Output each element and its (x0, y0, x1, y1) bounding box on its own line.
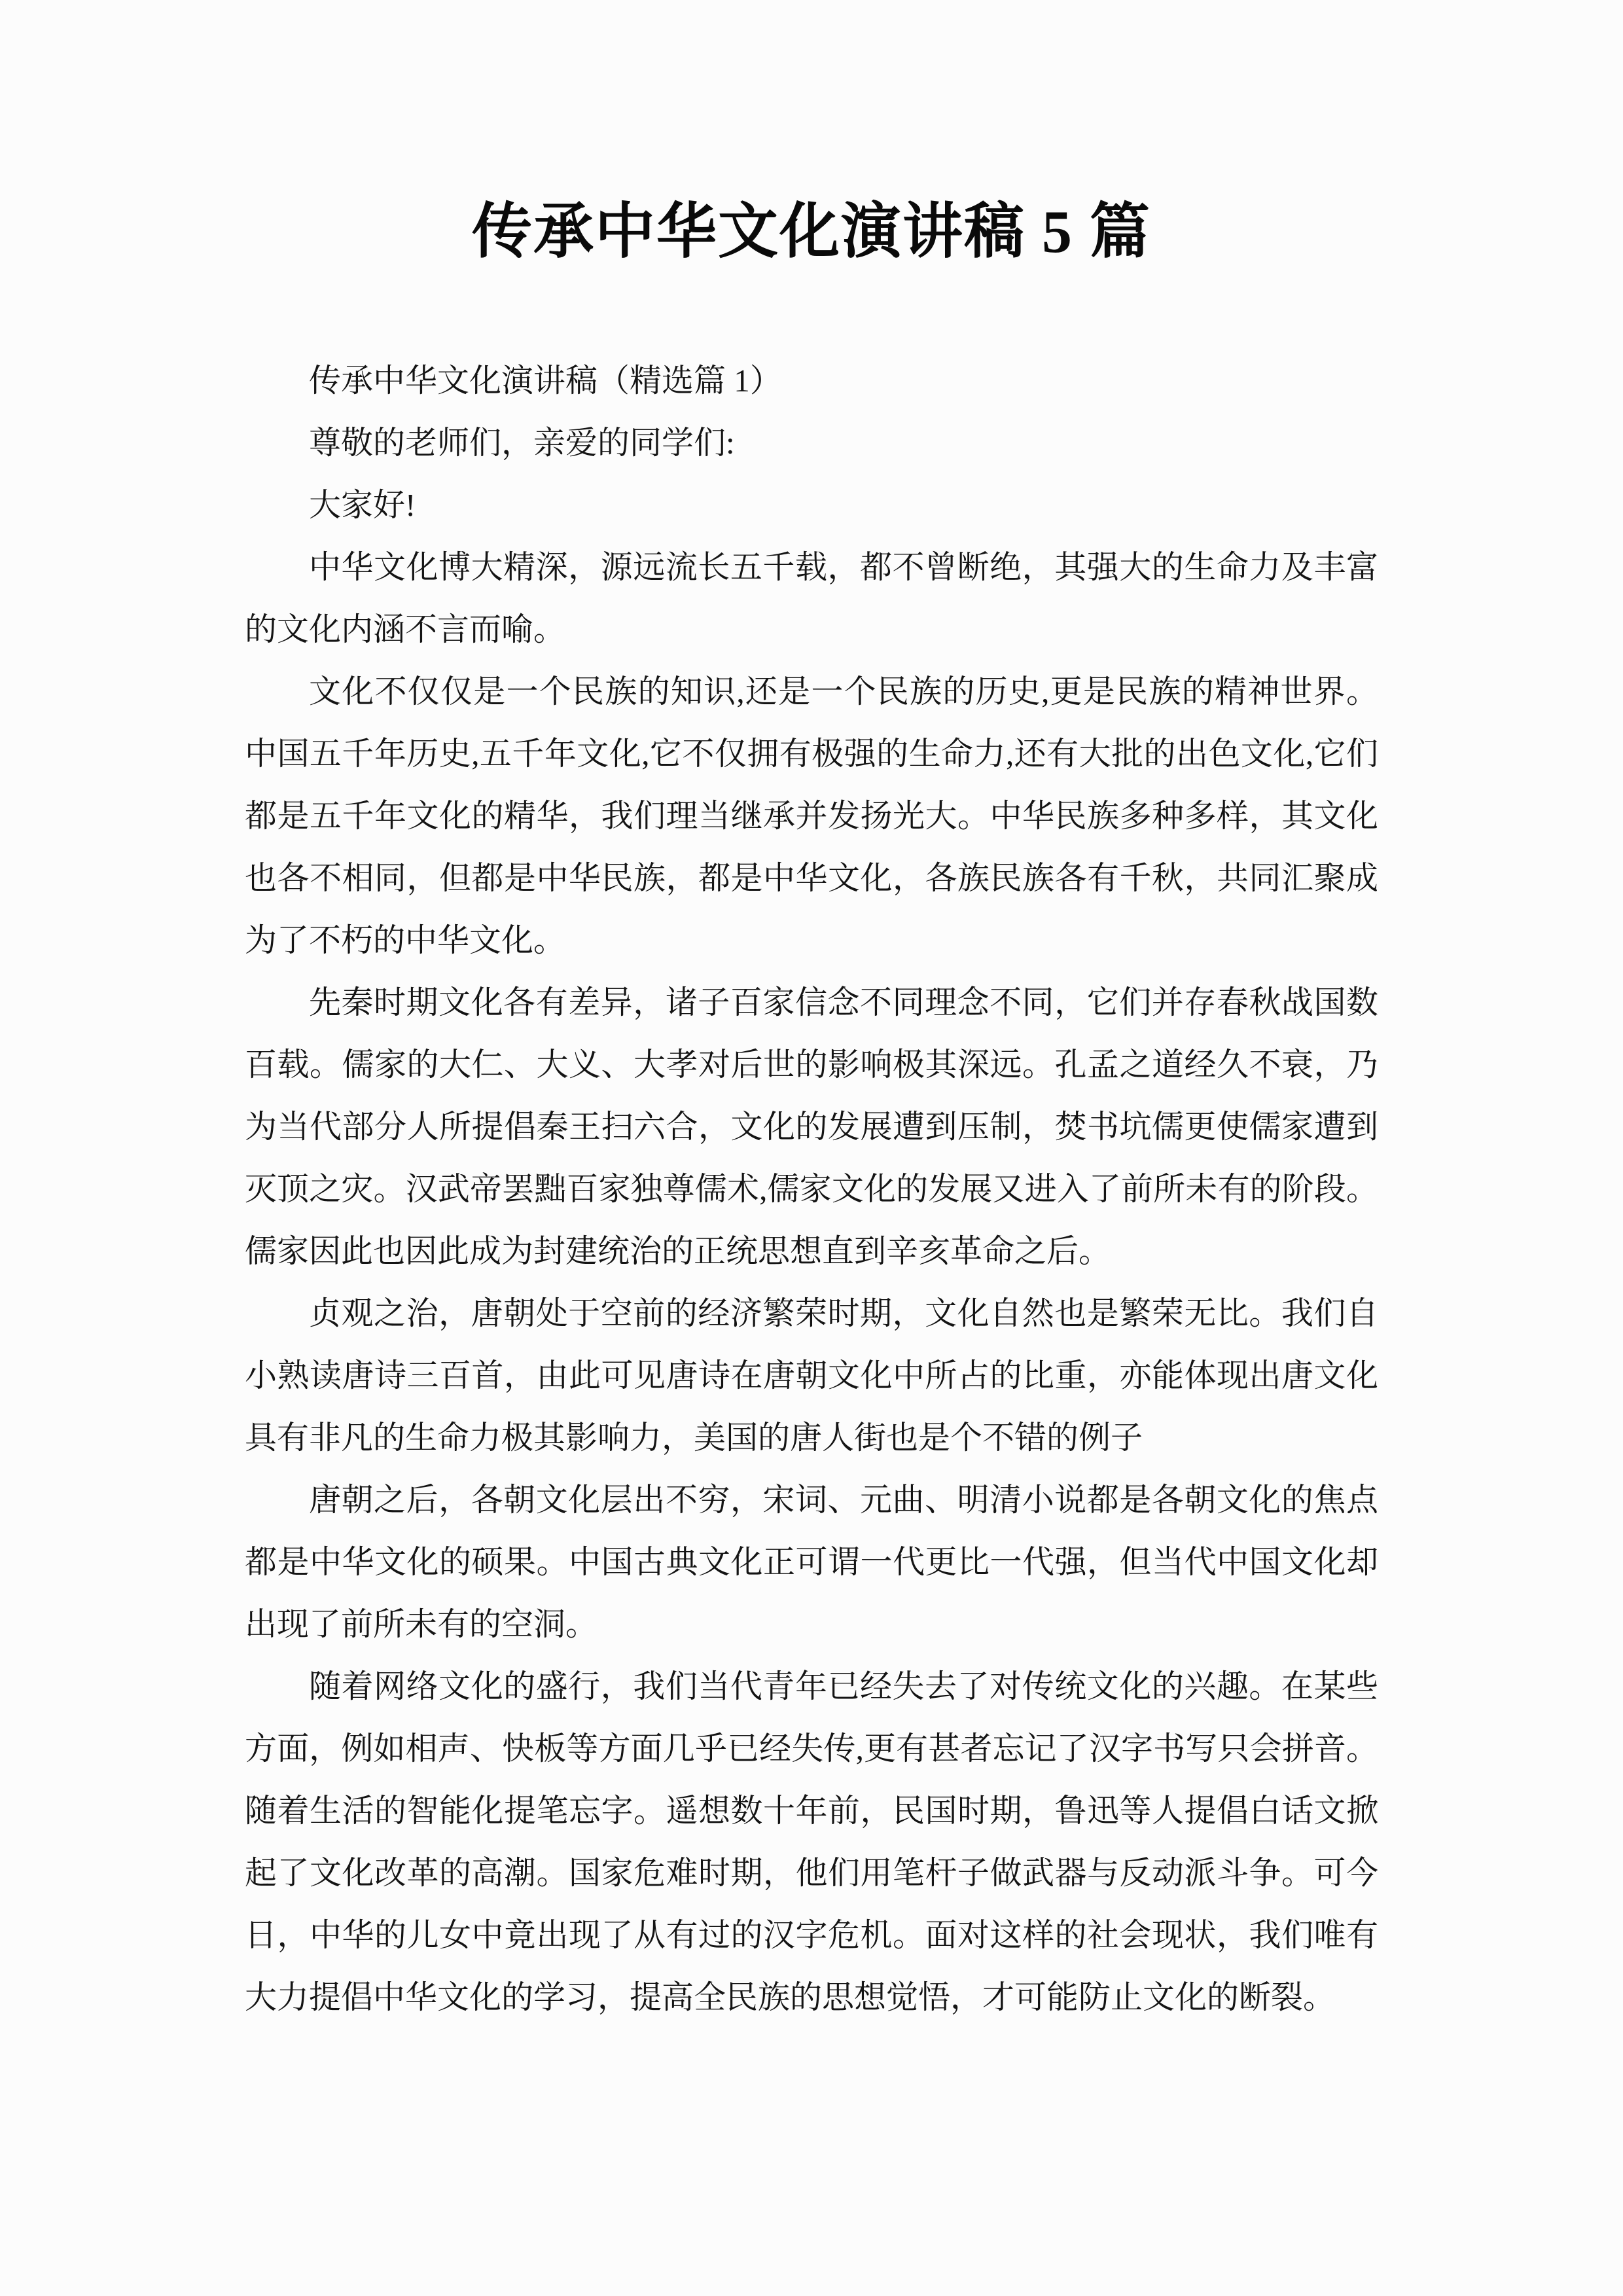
document-title: 传承中华文化演讲稿 5 篇 (471, 198, 1151, 265)
paragraph: 贞观之治，唐朝处于空前的经济繁荣时期，文化自然也是繁荣无比。我们自小熟读唐诗三百首，由此可见唐诗在唐朝文化中所占的比重，亦能体现出唐文化具有非凡的生命力极其影响力，美国的唐人街也是个不错的例子 (245, 1295, 1378, 1456)
paragraph: 尊敬的老师们，亲爱的同学们: (309, 425, 735, 461)
paragraph: 中华文化博大精深，源远流长五千载，都不曾断绝，其强大的生命力及丰富的文化内涵不言而喻。 (245, 549, 1378, 647)
paragraph: 大家好! (309, 487, 416, 523)
paragraph: 随着网络文化的盛行，我们当代青年已经失去了对传统文化的兴趣。在某些方面，例如相声、快板等方面几乎已经失传,更有甚者忘记了汉字书写只会拼音。随着生活的智能化提笔忘字。遥想数十年前，民国时期，鲁迅等人提倡白话文掀起了文化改革的高潮。国家危难时期，他们用笔杆子做武器与反动派斗争。可今日，中华的儿女中竟出现了从有过的汉字危机。面对这样的社会现状，我们唯有大力提倡中华文化的学习，提高全民族的思想觉悟，才可能防止文化的断裂。 (245, 1668, 1378, 2015)
document-body (245, 350, 1378, 2028)
paragraph: 先秦时期文化各有差异，诸子百家信念不同理念不同，它们并存春秋战国数百载。儒家的大仁、大义、大孝对后世的影响极其深远。孔孟之道经久不衰，乃为当代部分人所提倡秦王扫六合，文化的发展遭到压制，焚书坑儒更使儒家遭到灭顶之灾。汉武帝罢黜百家独尊儒术,儒家文化的发展又进入了前所未有的阶段。儒家因此也因此成为封建统治的正统思想直到辛亥革命之后。 (245, 984, 1378, 1269)
paragraph: 唐朝之后，各朝文化层出不穷，宋词、元曲、明清小说都是各朝文化的焦点都是中华文化的硕果。中国古典文化正可谓一代更比一代强，但当代中国文化却出现了前所未有的空洞。 (245, 1482, 1378, 1642)
paragraph: 文化不仅仅是一个民族的知识,还是一个民族的历史,更是民族的精神世界。中国五千年历史,五千年文化,它不仅拥有极强的生命力,还有大批的出色文化,它们都是五千年文化的精华，我们理当继承并发扬光大。中华民族多种多样，其文化也各不相同，但都是中华民族，都是中华文化，各族民族各有千秋，共同汇聚成为了不朽的中华文化。 (245, 673, 1378, 958)
paragraph: 传承中华文化演讲稿（精选篇 1） (309, 363, 782, 399)
